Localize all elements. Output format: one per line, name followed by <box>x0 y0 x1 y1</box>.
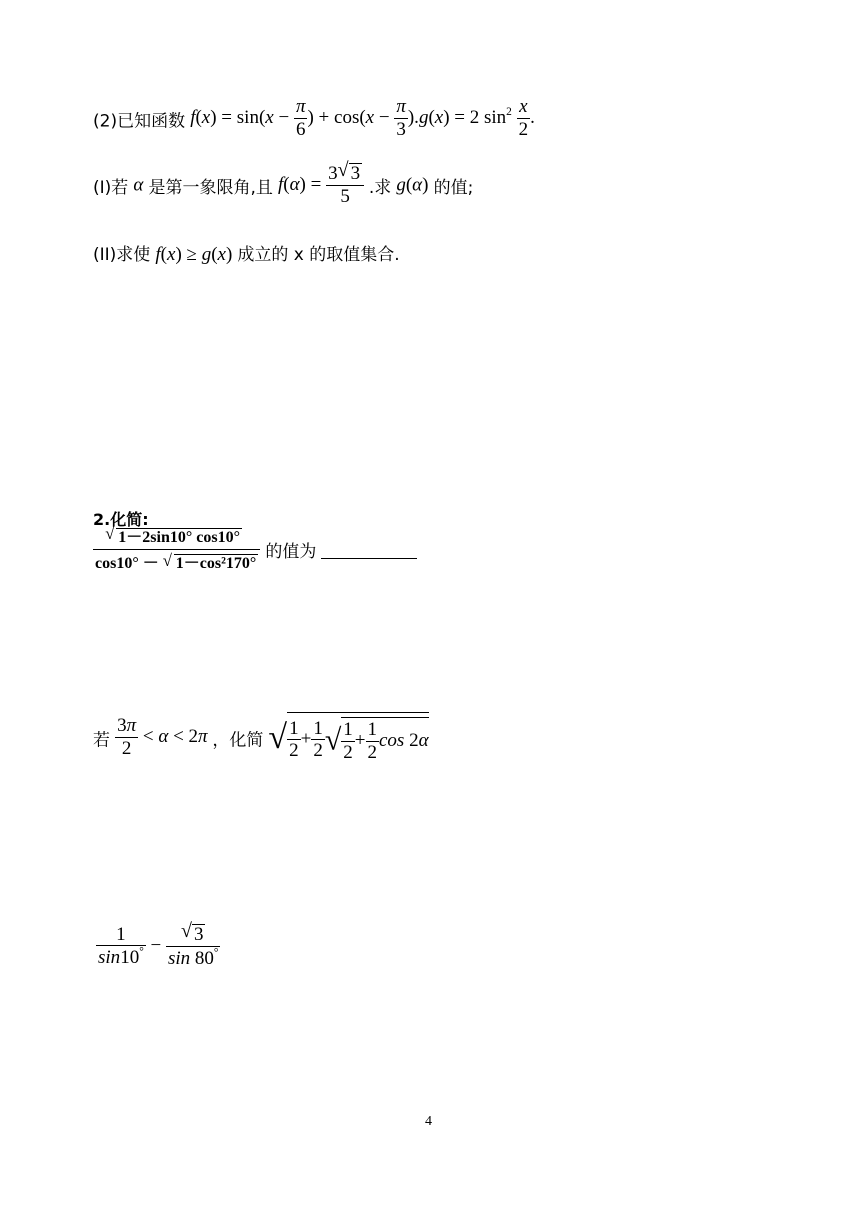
page-number: 4 <box>425 1114 432 1129</box>
q2-tail: 的值为 <box>265 542 317 562</box>
q3-line <box>93 712 429 768</box>
q3-mid: ，化简 <box>212 730 264 751</box>
part1-end: 的值; <box>433 177 474 198</box>
part1-line <box>93 159 474 213</box>
part2-line <box>93 240 400 266</box>
part1-text: 是第一象限角,且 <box>148 177 273 198</box>
q2-denominator-a: cos10° － <box>95 554 159 572</box>
part1-value: f(α) = 3 √ 3 5 <box>278 174 369 195</box>
part1-prefix: (I)若 <box>93 177 129 198</box>
part1-ask: g(α) <box>396 174 429 196</box>
f-definition: f(x) = sin(x − $\frac{\pi}{6}$ ) + cos(x − $\frac{\pi}{3}$ ).g(x) = 2 $\sin^2$ $\frac{x}{2}$ . <box>190 96 535 140</box>
part2-prefix: (II)求使 <box>93 245 151 265</box>
problem2-intro: (2)已知函数 <box>93 111 186 132</box>
q3-expression: √ $\frac{1}{2}$ + $\frac{1}{2}$ √ $\frac{1}{2}$ + $\frac{1}{2}$ cos 2α <box>268 712 428 764</box>
part1-suffix: .求 <box>368 177 392 198</box>
q4-expression: $\frac{1}{\sin 10^\circ}$ − √ 3 sin 80° <box>98 920 219 969</box>
q2-fraction-row <box>93 526 417 573</box>
q2-fraction: √ 1－2sin10° cos10° cos10° － √ 1－cos²170° <box>93 526 260 573</box>
q2-denominator-b: 1－cos²170° <box>175 554 257 572</box>
part2-condition: f(x) ≥ g(x) <box>155 244 233 265</box>
q2-title: 2.化简: <box>93 510 149 529</box>
q3-condition: $\frac{3\pi}{2}$ < α < 2π <box>117 715 208 759</box>
q2-answer-blank[interactable] <box>321 540 417 559</box>
problem2-line <box>93 97 535 147</box>
alpha-symbol: α <box>133 174 144 196</box>
part2-suffix: 成立的 x 的取值集合. <box>237 245 400 265</box>
q2-numerator: 1－2sin10° cos10° <box>118 529 240 546</box>
q3-prefix: 若 <box>93 730 110 751</box>
